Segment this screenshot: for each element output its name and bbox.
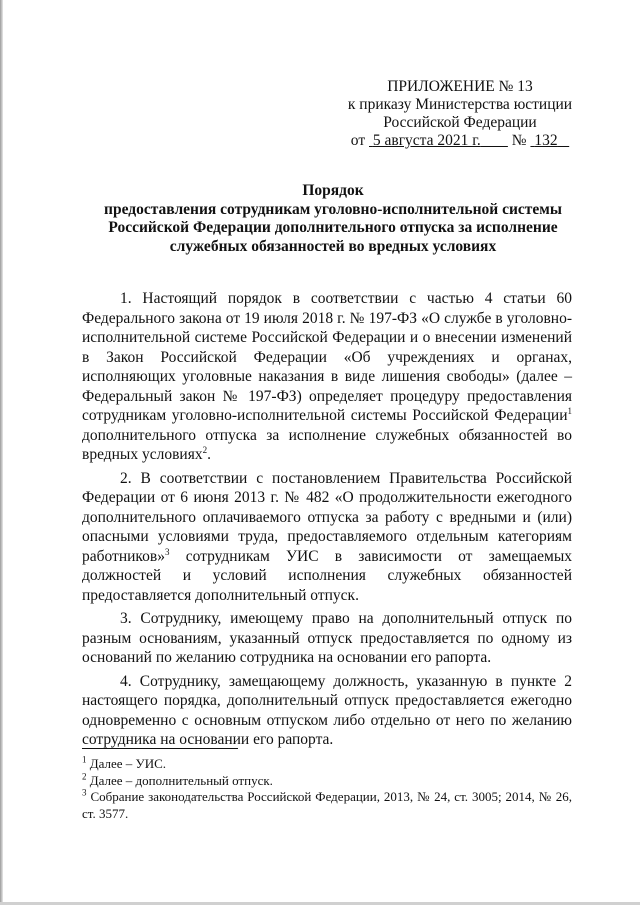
paragraph-3: 3. Сотруднику, имеющему право на дополнительный отпуск по разным основаниям, указанный отпуск предоставляется по одному из оснований по желанию сотрудника на основании его рапорта. — [82, 610, 572, 666]
footnotes — [82, 756, 572, 822]
date-prefix: от — [350, 132, 366, 149]
title-line-4: служебных обязанностей во вредных условиях — [169, 237, 497, 255]
document-title — [88, 182, 578, 256]
number-prefix: № — [511, 132, 527, 149]
footnote-ref-1: 1 — [567, 405, 572, 416]
footnote-2: $^2$ Далее – дополнительный отпуск. — [82, 771, 273, 788]
footnote-ref-3: 3 — [165, 546, 170, 557]
footnote-ref-2: 2 — [202, 444, 208, 455]
attachment-title: ПРИЛОЖЕНИЕ № 13 — [387, 78, 533, 95]
paragraph-1: 1. Настоящий порядок в соответствии с частью 4 статьи 60 Федерального закона от 19 июля 2018 г. № 197-ФЗ «О службе в уголовно-исполнительной системе Российской Федерации и о внесении изменений в Закон Российской Федерации «Об учреждениях и органах, исполняющих уголовные наказания в виде лишения свободы» (далее – Федеральный закон № 197-ФЗ) определяет процедуру предоставления сотрудникам уголовно-исполнительной системы Российской Федерации$^1$ дополнительного отпуска за исполнение служебных обязанностей во вредных условиях$^2$. — [82, 290, 572, 463]
title-line-2: предоставления сотрудникам уголовно-исполнительной системы — [104, 200, 562, 218]
scan-left-edge — [0, 0, 3, 905]
title-line-1: Порядок — [302, 182, 364, 199]
document-body — [82, 289, 572, 754]
paragraph-4: 4. Сотруднику, замещающему должность, указанную в пункте 2 настоящего порядка, дополнительный отпуск предоставляется ежегодно одновременно с основным отпуском либо отдельно от него по желанию сотрудника на основании его рапорта. — [82, 672, 572, 748]
footnote-1: $^1$ Далее – УИС. — [82, 754, 167, 771]
title-line-3: Российской Федерации дополнительного отпуска за исполнение — [108, 219, 558, 236]
footnote-separator — [82, 748, 238, 749]
paragraph-2: 2. В соответствии с постановлением Правительства Российской Федерации от 6 июня 2013 г. № 482 «О продолжительности ежегодного дополнительного оплачиваемого отпуска за работу с вредными и (или) опасными условиями труда, предоставляемого отдельным категориям работников»$^3$ сотрудникам УИС в зависимости от замещаемых должностей и условий исполнения служебных обязанностей предоставляется дополнительный отпуск. — [82, 469, 572, 604]
order-number: 132 — [534, 132, 558, 149]
attachment-header — [330, 78, 590, 150]
footnote-3: $^3$ Собрание законодательства Российской Федерации, 2013, № 24, ст. 3005; 2014, № 26, ст. 3577. — [82, 787, 572, 821]
attachment-ministry-line: Российской Федерации — [383, 114, 537, 131]
order-date: 5 августа 2021 г. — [372, 132, 481, 149]
attachment-date-line — [330, 132, 590, 150]
attachment-order-line: к приказу Министерства юстиции — [347, 96, 573, 113]
